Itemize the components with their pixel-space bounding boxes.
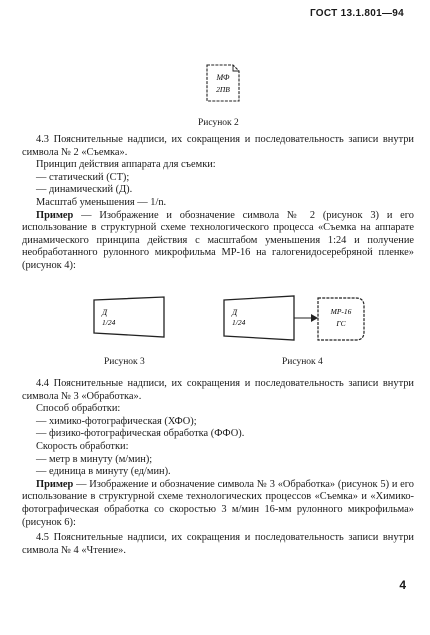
section-4-3 <box>22 134 414 273</box>
section-4-3-item-static: — статический (СТ); <box>36 171 130 183</box>
section-4-4 <box>22 378 414 557</box>
figure-4-caption: Рисунок 4 <box>282 357 323 367</box>
figure-2-microfiche-symbol <box>205 63 241 103</box>
figure-2-caption: Рисунок 2 <box>198 118 239 128</box>
figure-2-line1: МФ <box>216 73 230 82</box>
page-number: 4 <box>399 578 406 592</box>
section-4-3-item-dynamic: — динамический (Д). <box>36 184 133 196</box>
figure-4-line2: 1/24 <box>232 318 246 327</box>
example-label: Пример <box>36 209 74 221</box>
document-header: ГОСТ 13.1.801—94 <box>309 8 404 19</box>
figure-3-line2: 1/24 <box>102 318 116 327</box>
section-4-4-example <box>22 479 414 529</box>
section-4-3-scale: Масштаб уменьшения — 1/n. <box>36 196 167 208</box>
section-4-4-item-meter: — метр в минуту (м/мин); <box>36 453 153 465</box>
example-text: — Изображение и обозначение символа № 3 «Обработка» (рисунок 5) и его использование в структурной схеме технологических процессов «Съемка» и «Химико-фотографическая обработка со скоростью 3 м/мин 16-мм рулонного микрофильма» (рисунок 6): <box>22 478 414 528</box>
figure-3-line1: Д <box>102 308 108 317</box>
example-text: — Изображение и обозначение символа № 2 (рисунок 3) и его использование в структурной схеме технологического процесса «Съемка на аппарате динамического принципа действия с масштабом уменьшения 1:24 и получение необработанного рулонного микрофильма МР-16 на галогенидосеребряной пленке» (рисунок 4): <box>22 209 414 271</box>
figure-3-caption: Рисунок 3 <box>104 357 145 367</box>
section-4-5-intro: 4.5 Пояснительные надписи, их сокращения и последовательность записи внутри символа № 4 «Чтение». <box>22 532 414 556</box>
figure-3-shooting-symbol <box>92 296 168 338</box>
section-4-4-intro: 4.4 Пояснительные надписи, их сокращения и последовательность записи внутри символа № 3 «Обработка». <box>22 378 414 402</box>
figure-2-line2: 2ПВ <box>216 85 230 94</box>
section-4-4-item-chemical: — химико-фотографическая (ХФО); <box>36 415 197 427</box>
section-4-4-speed: Скорость обработки: <box>36 440 129 452</box>
section-4-4-method: Способ обработки: <box>36 403 121 415</box>
figure-4-box-line2: ГС <box>336 319 346 328</box>
section-4-3-example <box>22 210 414 273</box>
figure-4-process-diagram <box>222 292 372 346</box>
section-4-4-item-physical: — физико-фотографическая обработка (ФФО). <box>36 428 245 440</box>
figure-4-box-line1: МР-16 <box>330 307 352 316</box>
section-4-3-intro: 4.3 Пояснительные надписи, их сокращения и последовательность записи внутри символа № 2 «Съемка». <box>22 134 414 158</box>
section-4-4-item-unit: — единица в минуту (ед/мин). <box>36 466 171 478</box>
example-label: Пример <box>36 478 74 490</box>
figure-4-line1: Д <box>232 308 238 317</box>
section-4-3-principle: Принцип действия аппарата для съемки: <box>36 159 216 171</box>
